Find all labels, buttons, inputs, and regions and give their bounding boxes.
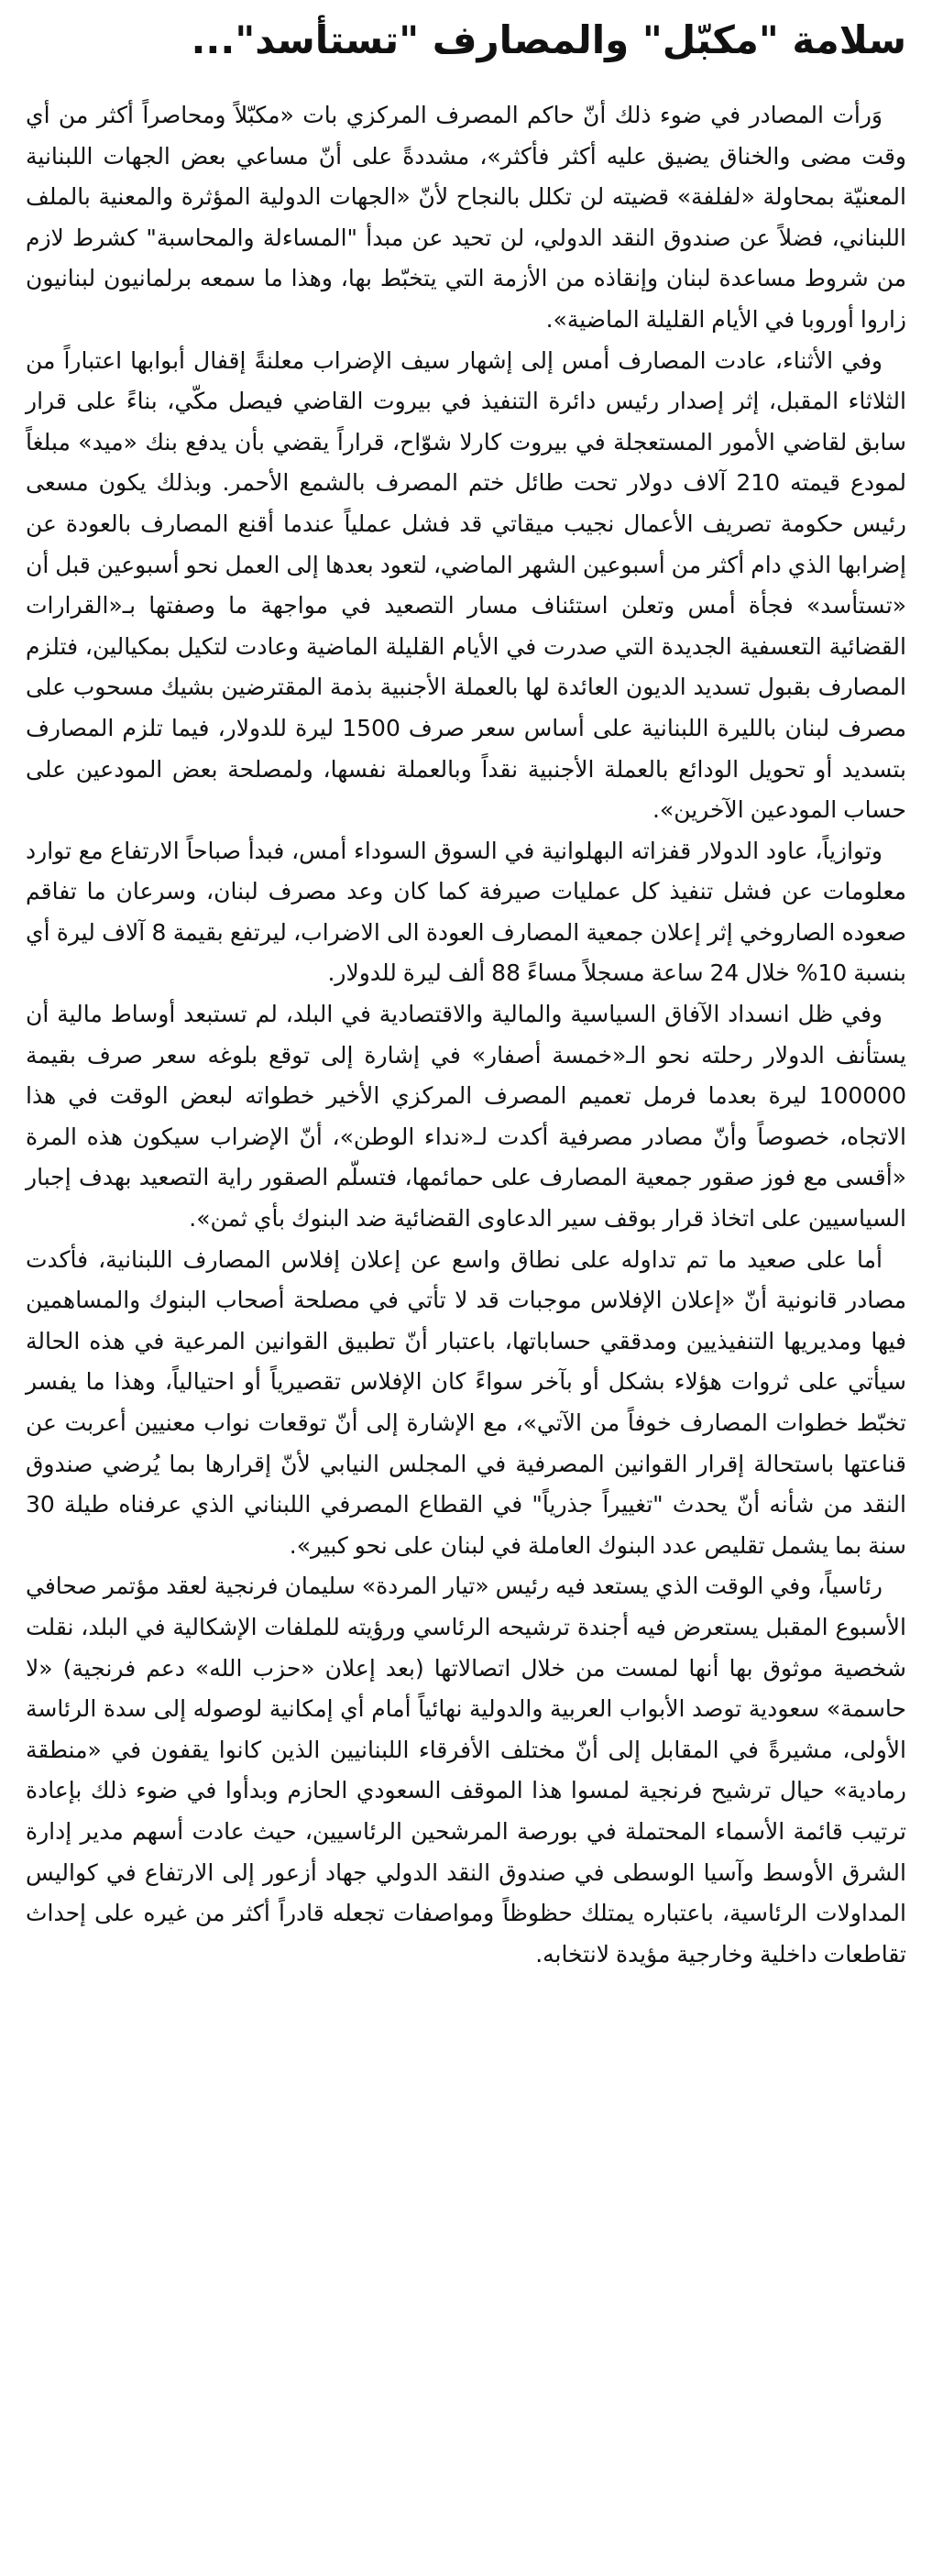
paragraph-banks-strike: وفي الأثناء، عادت المصارف أمس إلى إشهار سيف الإضراب معلنةً إقفال أبوابها اعتباراً من الثلاثاء المقبل، إثر إصدار رئيس دائرة التنفيذ في بيروت القاضي فيصل مكّي، بناءً على قرار سابق لقاضي الأمور المستعجلة في بيروت كارلا شوّاح، قراراً يقضي بأن يدفع بنك «ميد» مبلغاً لمودع قيمته 210 آلاف دولار تحت طائل ختم المصرف بالشمع الأحمر. وبذلك يكون مسعى رئيس حكومة تصريف الأعمال نجيب ميقاتي قد فشل عملياً عندما أقنع المصارف بالعودة عن إضرابها الذي دام أكثر من أسبوعين الشهر الماضي، لتعود بعدها إلى العمل نحو أسبوعين قبل أن «تستأسد» فجأة أمس وتعلن استئناف مسار التصعيد في مواجهة ما وصفتها بـ«القرارات القضائية التعسفية الجديدة التي صدرت في الأيام القليلة الماضية وعادت لتكيل بمكيالين، فتلزم المصارف بقبول تسديد الديون العائدة لها بالعملة الأجنبية بذمة المقترضين بشيك مسحوب على مصرف لبنان بالليرة اللبنانية على أساس سعر صرف 1500 ليرة للدولار، فيما تلزم المصارف بتسديد أو تحويل الودائع بالعملة الأجنبية نقداً وبالعملة نفسها، ولمصلحة بعض المودعين على حساب المودعين الآخرين». bbox=[26, 346, 906, 824]
paragraph-bank-bankruptcy: أما على صعيد ما تم تداوله على نطاق واسع عن إعلان إفلاس المصارف اللبنانية، فأكدت مصادر قانونية أنّ «إعلان الإفلاس موجبات قد لا تأتي في مصلحة أصحاب البنوك والمساهمين فيها ومديريها التنفيذيين ومدققي حساباتها، باعتبار أنّ تطبيق القوانين المرعية في هذه الحالة سيأتي على ثروات هؤلاء بشكل أو بآخر سواءً كان الإفلاس تقصيرياً أو احتيالياً، وهذا ما يفسر تخبّط خطوات المصارف خوفاً من الآتي»، مع الإشارة إلى أنّ توقعات نواب معنيين أعربت عن قناعتها باستحالة إقرار القوانين المصرفية في المجلس النيابي لأنّ إقرارها بما يُرضي صندوق النقد من شأنه أنّ يحدث "تغييراً جذرياً" في القطاع المصرفي اللبناني الذي عرفناه طيلة 30 سنة بما يشمل تقليص عدد البنوك العاملة في لبنان على نحو كبير». bbox=[26, 1245, 906, 1559]
article-headline: سلامة "مكبّل" والمصارف "تستأسد"... bbox=[191, 17, 906, 62]
paragraph-presidential: رئاسياً، وفي الوقت الذي يستعد فيه رئيس «تيار المردة» سليمان فرنجية لعقد مؤتمر صحافي الأسبوع المقبل يستعرض فيه أجندة ترشيحه الرئاسي ورؤيته للملفات الإشكالية في البلد، نقلت شخصية موثوق بها أنها لمست من خلال اتصالاتها (بعد إعلان «حزب الله» دعم فرنجية) «لا حاسمة» سعودية توصد الأبواب العربية والدولية نهائياً أمام أي إمكانية لوصوله إلى سدة الرئاسة الأولى، مشيرةً في المقابل إلى أنّ مختلف الأفرقاء اللبنانيين الذين كانوا يقفون في «منطقة رمادية» حيال ترشيح فرنجية لمسوا هذا الموقف السعودي الحازم وبدأوا في ضوء ذلك بإعادة ترتيب قائمة الأسماء المحتملة في بورصة المرشحين الرئاسيين، حيث عادت أسهم مدير إدارة الشرق الأوسط وآسيا الوسطى في صندوق النقد الدولي جهاد أزعور إلى الارتفاع في كواليس المداولات الرئاسية، باعتباره يمتلك حظوظاً ومواصفات تجعله قادراً أكثر من غيره على إحداث تقاطعات داخلية وخارجية مؤيدة لانتخابه. bbox=[26, 1573, 906, 1968]
paragraph-governor-besieged: وَرأت المصادر في ضوء ذلك أنّ حاكم المصرف المركزي بات «مكبّلاً ومحاصراً أكثر من أي وقت مضى والخناق يضيق عليه أكثر فأكثر»، مشددةً على أنّ مساعي بعض الجهات اللبنانية المعنيّة بمحاولة «لفلفة» قضيته لن تكلل بالنجاح لأنّ «الجهات الدولية المؤثرة والمعنية بالملف اللبناني، فضلاً عن صندوق النقد الدولي، لن تحيد عن مبدأ "المساءلة والمحاسبة" كشرط لازم من شروط مساعدة لبنان وإنقاذه من الأزمة التي يتخبّط بها، وهذا ما سمعه برلمانيون لبنانيون زاروا أوروبا في الأيام القليلة الماضية». bbox=[26, 102, 906, 333]
paragraph-dollar-rate: وتوازياً، عاود الدولار قفزاته البهلوانية في السوق السوداء أمس، فبدأ صباحاً الارتفاع مع توارد معلومات عن فشل تنفيذ كل عمليات صيرفة كما كان وعد مصرف لبنان، وسرعان ما تفاقم صعوده الصاروخي إثر إعلان جمعية المصارف العودة الى الاضراب، ليرتفع بقيمة 8 آلاف ليرة أي بنسبة 10% خلال 24 ساعة مسجلاً مساءً 88 ألف ليرة للدولار. bbox=[26, 837, 907, 987]
article-body bbox=[26, 95, 906, 1975]
paragraph-five-zeros: وفي ظل انسداد الآفاق السياسية والمالية والاقتصادية في البلد، لم تستبعد أوساط مالية أن يستأنف الدولار رحلته نحو الـ«خمسة أصفار» في إشارة إلى توقع بلوغه سعر صرف بقيمة 100000 ليرة بعدما فرمل تعميم المصرف المركزي الأخير خطواته لبعض الوقت في هذا الاتجاه، خصوصاً وأنّ مصادر مصرفية أكدت لـ«نداء الوطن»، أنّ الإضراب سيكون هذه المرة «أقسى مع فوز صقور جمعية المصارف على حمائمها، فتسلّم الصقور راية التصعيد بهدف إجبار السياسيين على اتخاذ قرار بوقف سير الدعاوى القضائية ضد البنوك بأي ثمن». bbox=[26, 1001, 906, 1233]
